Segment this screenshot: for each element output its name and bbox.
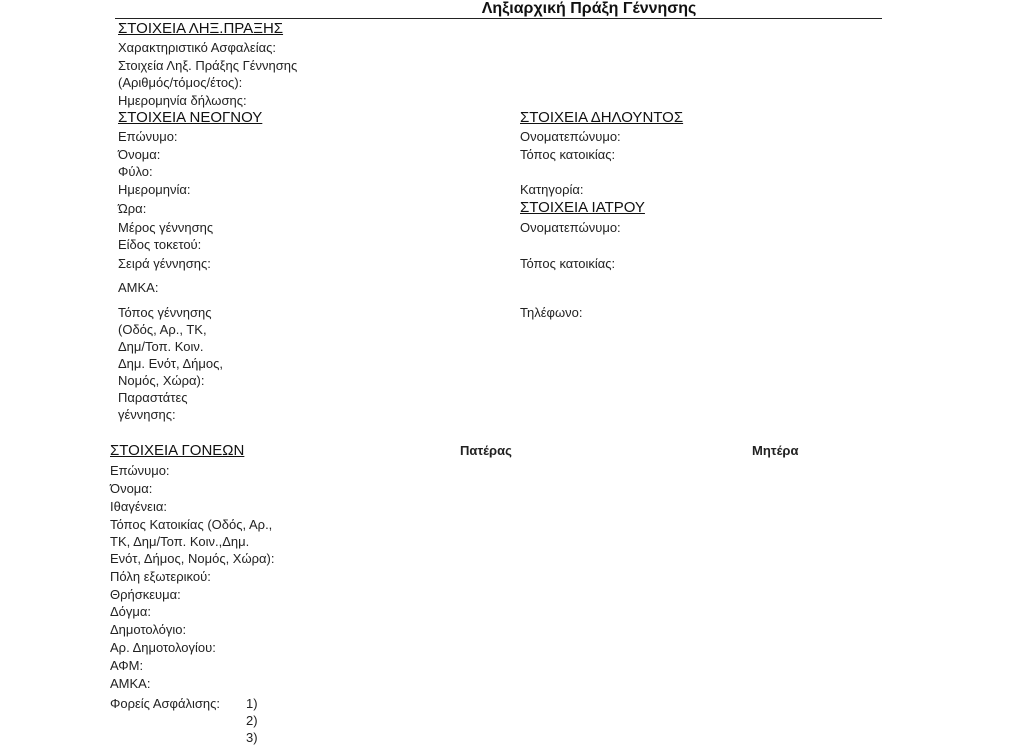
document-title: Ληξιαρχική Πράξη Γέννησης xyxy=(481,0,697,17)
doctor-field-residence: Τόπος κατοικίας: xyxy=(520,256,616,271)
newborn-birthplace-line-5: Νομός, Χώρα): xyxy=(118,373,205,388)
newborn-field-sex: Φύλο: xyxy=(118,164,153,179)
parents-field-registry-number: Αρ. Δημοτολογίου: xyxy=(110,640,216,655)
mother-column-label: Μητέρα xyxy=(752,443,799,458)
parents-field-surname: Επώνυμο: xyxy=(110,463,170,478)
newborn-field-name: Όνομα: xyxy=(118,147,161,162)
record-field-number-volume-year: (Αριθμός/τόμος/έτος): xyxy=(118,75,243,90)
newborn-attendants-line-1: Παραστάτες xyxy=(118,390,188,405)
parents-field-municipal-registry: Δημοτολόγιο: xyxy=(110,622,187,637)
record-section-heading: ΣΤΟΙΧΕΙΑ ΛΗΞ.ΠΡΑΞΗΣ xyxy=(118,20,284,37)
newborn-birthplace-line-1: Τόπος γέννησης xyxy=(118,305,212,320)
parents-residence-line-3: Ενότ, Δήμος, Νομός, Χώρα): xyxy=(110,551,275,566)
insurance-item-2: 2) xyxy=(246,713,258,728)
record-field-record-details: Στοιχεία Ληξ. Πράξης Γέννησης xyxy=(118,58,298,73)
newborn-field-surname: Επώνυμο: xyxy=(118,129,178,144)
parents-field-insurance: Φορείς Ασφάλισης: xyxy=(110,696,220,711)
newborn-field-birth-order: Σειρά γέννησης: xyxy=(118,256,211,271)
title-underline xyxy=(115,18,882,19)
parents-field-foreign-city: Πόλη εξωτερικού: xyxy=(110,569,211,584)
declarant-field-residence: Τόπος κατοικίας: xyxy=(520,147,616,162)
newborn-field-delivery-type: Είδος τοκετού: xyxy=(118,237,202,252)
declarant-field-category: Κατηγορία: xyxy=(520,182,584,197)
newborn-field-amka: ΑΜΚΑ: xyxy=(118,280,159,295)
father-column-label: Πατέρας xyxy=(460,443,512,458)
newborn-birthplace-line-2: (Οδός, Αρ., ΤΚ, xyxy=(118,322,207,337)
record-field-security: Χαρακτηριστικό Ασφαλείας: xyxy=(118,40,276,55)
parents-field-citizenship: Ιθαγένεια: xyxy=(110,499,167,514)
parents-field-denomination: Δόγμα: xyxy=(110,604,152,619)
record-field-declaration-date: Ημερομηνία δήλωσης: xyxy=(118,93,247,108)
declarant-field-fullname: Ονοματεπώνυμο: xyxy=(520,129,621,144)
parents-residence-line-1: Τόπος Κατοικίας (Οδός, Αρ., xyxy=(110,517,273,532)
newborn-field-date: Ημερομηνία: xyxy=(118,182,191,197)
parents-field-afm: ΑΦΜ: xyxy=(110,658,144,673)
newborn-field-time: Ώρα: xyxy=(118,201,147,216)
parents-field-religion: Θρήσκευμα: xyxy=(110,587,181,602)
newborn-birthplace-line-4: Δημ. Ενότ, Δήμος, xyxy=(118,356,223,371)
parents-section-heading: ΣΤΟΙΧΕΙΑ ΓΟΝΕΩΝ xyxy=(110,442,245,459)
declarant-section-heading: ΣΤΟΙΧΕΙΑ ΔΗΛΟΥΝΤΟΣ xyxy=(520,109,684,126)
insurance-item-1: 1) xyxy=(246,696,258,711)
doctor-field-fullname: Ονοματεπώνυμο: xyxy=(520,220,621,235)
doctor-field-phone: Τηλέφωνο: xyxy=(520,305,583,320)
parents-field-name: Όνομα: xyxy=(110,481,153,496)
parents-residence-line-2: ΤΚ, Δημ/Τοπ. Κοιν.,Δημ. xyxy=(110,534,250,549)
newborn-birthplace-line-3: Δημ/Τοπ. Κοιν. xyxy=(118,339,204,354)
newborn-field-birth-location: Μέρος γέννησης xyxy=(118,220,214,235)
parents-field-amka: ΑΜΚΑ: xyxy=(110,676,151,691)
insurance-item-3: 3) xyxy=(246,730,258,745)
doctor-section-heading: ΣΤΟΙΧΕΙΑ ΙΑΤΡΟΥ xyxy=(520,199,645,216)
newborn-attendants-line-2: γέννησης: xyxy=(118,407,176,422)
newborn-section-heading: ΣΤΟΙΧΕΙΑ ΝΕΟΓΝΟΥ xyxy=(118,109,263,126)
